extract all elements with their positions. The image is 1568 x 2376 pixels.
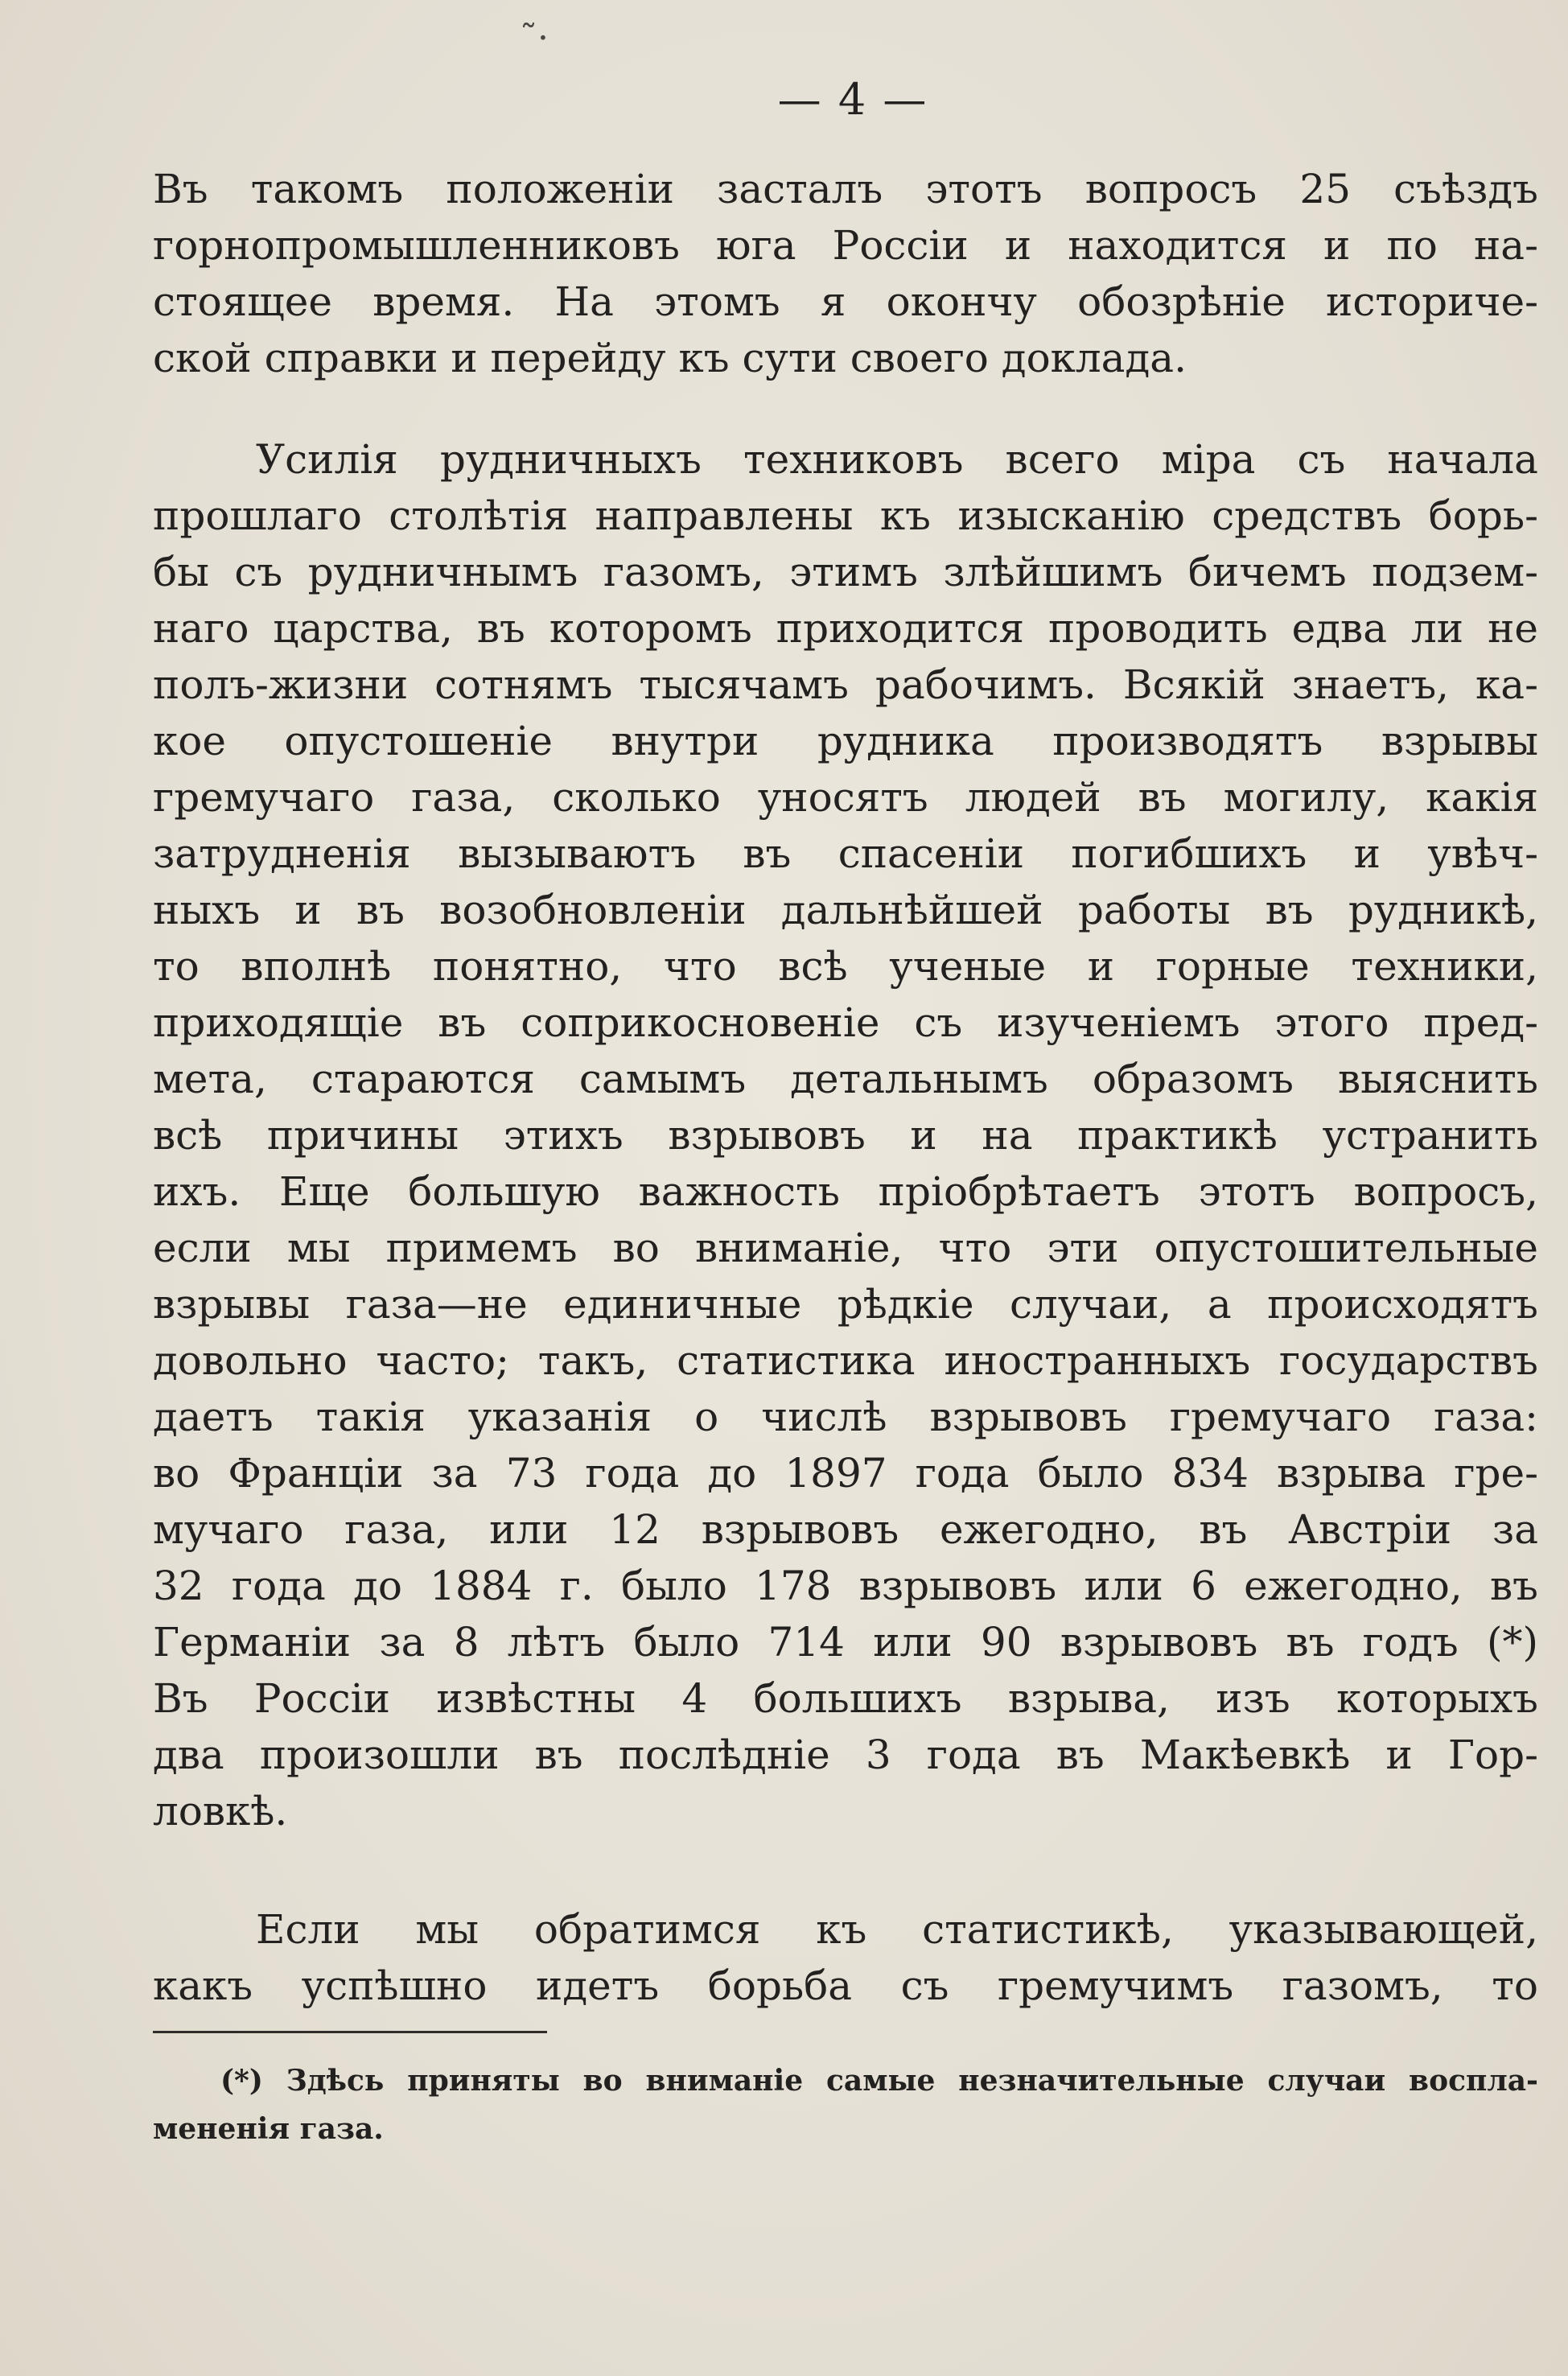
text-line: мучаго газа, или 12 взрывовъ ежегодно, въ Австрiи за [153, 1506, 1538, 1553]
text-line: кое опустошенiе внутри рудника производятъ взрывы [153, 718, 1538, 764]
text-line: ской справки и перейду къ сути своего доклада. [153, 335, 1187, 381]
text-line: то вполнѣ понятно, что всѣ ученые и горные техники, [153, 943, 1538, 990]
text-line: мета, стараются самымъ детальнымъ образомъ выяснить [153, 1056, 1538, 1102]
text-line: прошлаго столѣтiя направлены къ изысканiю средствъ борь- [153, 492, 1538, 539]
text-line: даетъ такiя указанiя о числѣ взрывовъ гремучаго газа: [153, 1394, 1538, 1440]
text-line: Германiи за 8 лѣтъ было 714 или 90 взрывовъ въ годъ (*) [153, 1619, 1538, 1666]
text-line: наго царства, въ которомъ приходится проводить едва ли не [153, 605, 1538, 652]
paragraph-1 [153, 161, 1538, 386]
text-line: довольно часто; такъ, статистика иностранныхъ государствъ [153, 1337, 1538, 1384]
text-line: 32 года до 1884 г. было 178 взрывовъ или 6 ежегодно, въ [153, 1563, 1538, 1609]
text-line: ихъ. Еще большую важность прiобрѣтаетъ этотъ вопросъ, [153, 1168, 1538, 1215]
text-line: Усилiя рудничныхъ техниковъ всего мiра съ начала [256, 436, 1538, 483]
text-line: стоящее время. На этомъ я окончу обозрѣнiе историче- [153, 278, 1538, 325]
text-line: бы съ рудничнымъ газомъ, этимъ злѣйшимъ бичемъ подзем- [153, 549, 1538, 595]
text-line: Если мы обратимся къ статистикѣ, указывающей, [256, 1906, 1538, 1953]
footnote-line: (*) Здѣсь приняты во вниманiе самые незначительные случаи воспла- [220, 2064, 1538, 2098]
ink-speck: ˜· [520, 18, 549, 59]
text-line: два произошли въ послѣднiе 3 года въ Макѣевкѣ и Гор- [153, 1732, 1538, 1778]
text-line: Въ такомъ положенiи засталъ этотъ вопросъ 25 съѣздъ [153, 166, 1538, 212]
text-line: ныхъ и въ возобновленiи дальнѣйшей работы въ рудникѣ, [153, 887, 1538, 933]
text-line: если мы примемъ во вниманiе, что эти опустошительные [153, 1225, 1538, 1271]
text-line: какъ успѣшно идетъ борьба съ гремучимъ газомъ, то [153, 1962, 1538, 2009]
footnote [153, 2057, 1538, 2153]
text-line: Въ Россiи извѣстны 4 большихъ взрыва, изъ которыхъ [153, 1675, 1538, 1722]
text-line: горнопромышленниковъ юга Россiи и находится и по на- [153, 222, 1538, 269]
paragraph-3 [153, 1901, 1538, 2014]
text-line: взрывы газа—не единичные рѣдкiе случаи, а происходятъ [153, 1281, 1538, 1328]
text-line: всѣ причины этихъ взрывовъ и на практикѣ устранить [153, 1112, 1538, 1159]
text-line: приходящiе въ соприкосновенiе съ изученiемъ этого пред- [153, 999, 1538, 1046]
text-line: полъ-жизни сотнямъ тысячамъ рабочимъ. Всякiй знаетъ, ка- [153, 661, 1538, 708]
footnote-divider [153, 2031, 547, 2033]
paragraph-2 [153, 431, 1538, 1839]
text-line: затрудненiя вызываютъ въ спасенiи погибшихъ и увѣч- [153, 830, 1538, 877]
text-line: ловкѣ. [153, 1788, 288, 1835]
page-number: — 4 — [777, 74, 928, 125]
text-line: гремучаго газа, сколько уносятъ людей въ могилу, какiя [153, 774, 1538, 821]
footnote-line: мененiя газа. [153, 2112, 384, 2146]
text-line: во Францiи за 73 года до 1897 года было 834 взрыва гре- [153, 1450, 1538, 1497]
